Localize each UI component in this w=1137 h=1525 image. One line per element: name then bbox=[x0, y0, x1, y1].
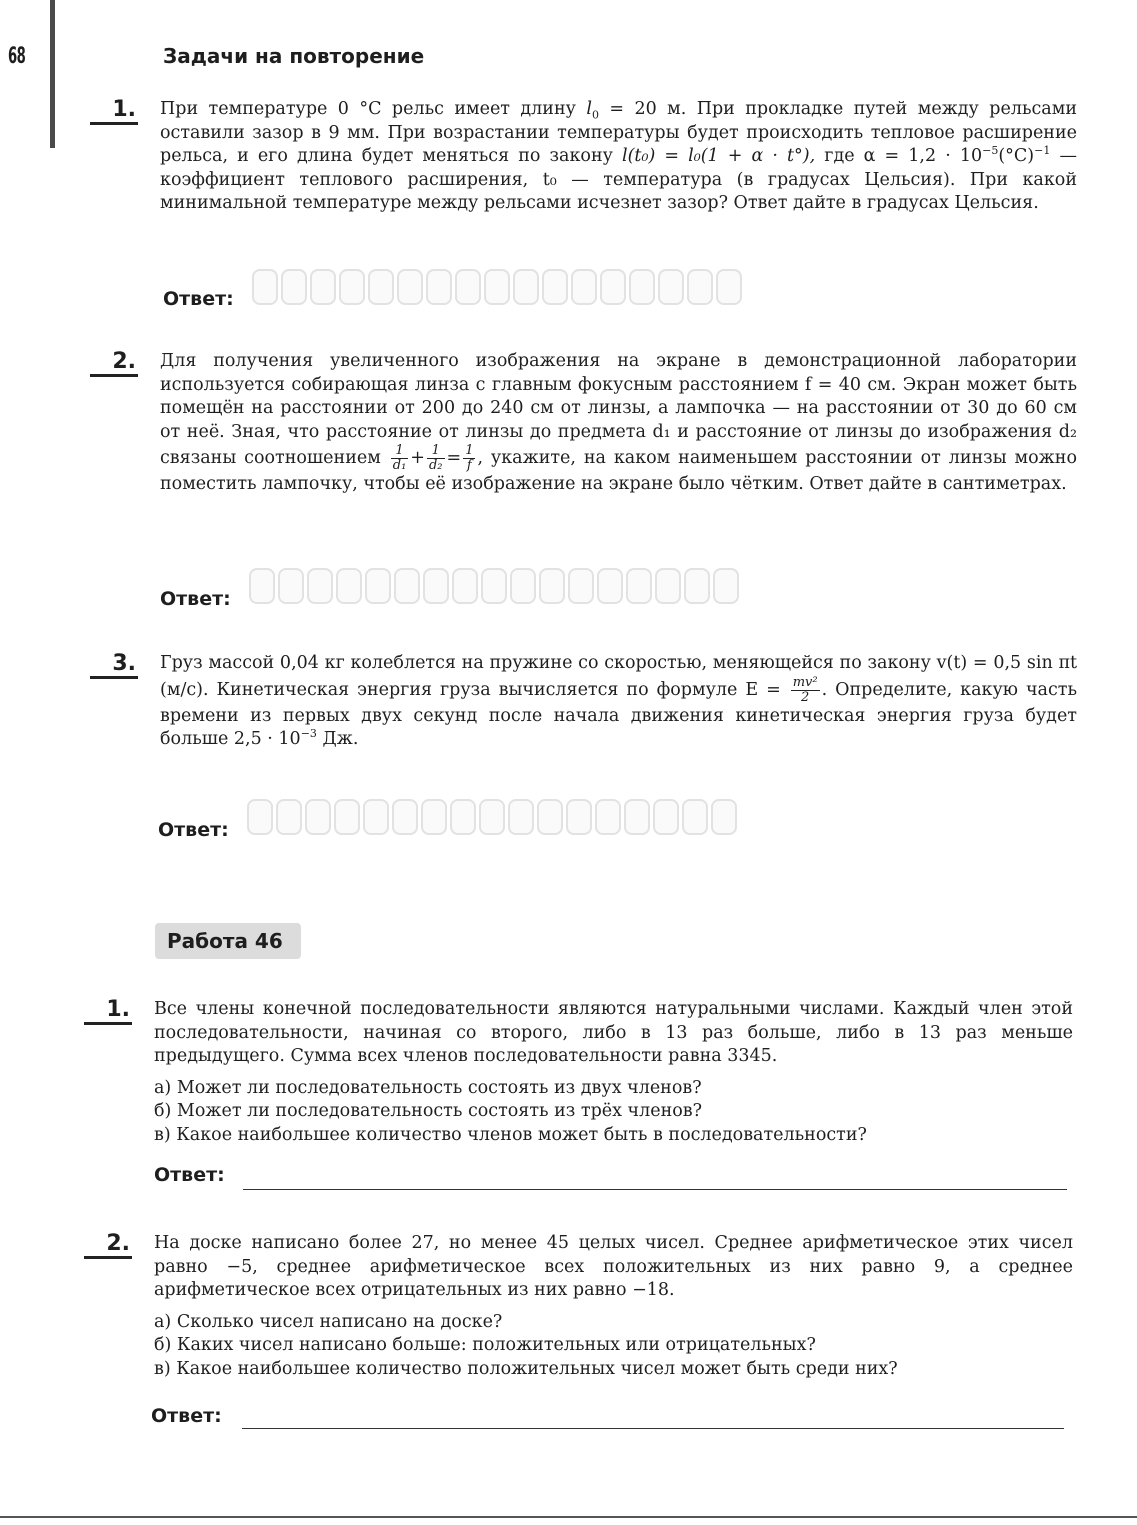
fraction: $\frac{1}{\text{d₁}}$ bbox=[392, 443, 407, 473]
fraction: $\frac{1}{\text{d₂}}$ bbox=[428, 443, 443, 473]
task-text: При температуре 0 °C рельс имеет длину $l_0 = 20$ м. При прокладке путей между рельсами оставили зазор в 9 мм. При возрастании температуры будет происходить тепловое расширение рельса, и его длина будет меняться по закону l(t₀) = l₀(1 + α · t°), где $\alpha = 1,2 \cdot 10^{-5}(^\circ C)^{-1}$ — коэффициент теплового расширения, t₀ — температура (в градусах Цельсия). При какой минимальной температуре между рельсами исчезнет зазор? Ответ дайте в градусах Цельсия. bbox=[160, 99, 1077, 213]
section-title: Задачи на повторение bbox=[163, 44, 425, 68]
subquestion: а) Может ли последовательность состоять из двух членов? bbox=[154, 1077, 702, 1098]
subquestion: в) Какое наибольшее количество положительных чисел может быть среди них? bbox=[154, 1358, 898, 1379]
margin-bar bbox=[50, 0, 55, 148]
task-number: 2. bbox=[90, 350, 138, 377]
answer-cells-2[interactable] bbox=[249, 568, 739, 604]
task-text: Для получения увеличенного изображения на экране в демонстрационной лаборатории используется собирающая линза с главным фокусным расстоянием f = 40 см. Экран может быть помещён на расстоянии от 200 до 240 см от линзы, а лампочка — на расстоянии от 30 до 60 см от неё. Зная, что расстояние от линзы до предмета d₁ и расстояние от линзы до изображения d₂ связаны соотношением $\frac{1}{\text{d₁}}$ + $\frac{1}{\text{d₂}}$ = $\frac{1}{f}$ , укажите, на каком наименьшем расстоянии от линзы можно поместить лампочку, чтобы её изображение на экране было чётким. Ответ дайте в сантиметрах. bbox=[160, 351, 1077, 494]
work-title: Работа 46 bbox=[155, 923, 301, 959]
fraction: $\frac{1}{f}$ bbox=[465, 443, 474, 473]
task-text: На доске написано более 27, но менее 45 целых чисел. Среднее арифметическое этих чисел равно −5, среднее арифметическое всех положительных из них равно 9, а среднее арифметическое всех отрицательных из них равно −18. а) Сколько чисел написано на доске? б) Каких чисел написано больше: положительных или отрицательных? в) Какое наибольшее количество положительных чисел может быть среди них? bbox=[154, 1232, 1073, 1381]
subquestion: в) Какое наибольшее количество членов может быть в последовательности? bbox=[154, 1124, 867, 1145]
answer-cells-3[interactable] bbox=[247, 799, 737, 835]
answer-line-1[interactable] bbox=[243, 1189, 1067, 1190]
bottom-rule bbox=[0, 1516, 1137, 1518]
task-number: 2. bbox=[84, 1232, 132, 1259]
answer-cells-1[interactable] bbox=[252, 269, 742, 305]
answer-label: Ответ: bbox=[158, 819, 229, 841]
answer-label: Ответ: bbox=[160, 588, 231, 610]
subquestion: а) Сколько чисел написано на доске? bbox=[154, 1311, 503, 1332]
answer-line-2[interactable] bbox=[242, 1428, 1064, 1429]
task-number: 1. bbox=[84, 998, 132, 1025]
answer-label: Ответ: bbox=[151, 1405, 222, 1427]
answer-label: Ответ: bbox=[163, 288, 234, 310]
task-number: 1. bbox=[90, 98, 138, 125]
task-text: Все члены конечной последовательности являются натуральными числами. Каждый член этой последовательности, начиная со второго, либо в 13 раз больше, либо в 13 раз меньше предыдущего. Сумма всех членов последовательности равна 3345. а) Может ли последовательность состоять из двух членов? б) Может ли последовательность состоять из трёх членов? в) Какое наибольшее количество членов может быть в последовательности? bbox=[154, 998, 1073, 1147]
subquestion: б) Каких чисел написано больше: положительных или отрицательных? bbox=[154, 1335, 816, 1355]
subquestion: б) Может ли последовательность состоять из трёх членов? bbox=[154, 1101, 703, 1121]
answer-label: Ответ: bbox=[154, 1164, 225, 1186]
fraction: $\frac{\text{mv²}}{2}$ bbox=[792, 674, 818, 705]
page-number: 68 bbox=[8, 44, 26, 69]
task-text: Груз массой 0,04 кг колеблется на пружине со скоростью, меняющейся по закону v(t) = 0,5 sin πt (м/с). Кинетическая энергия груза вычисляется по формуле E = $\frac{\text{mv²}}{2}$ . Определите, какую часть времени из первых двух секунд после начала движения кинетическая энергия груза будет больше $2,5 \cdot 10^{-3}$ Дж. bbox=[160, 653, 1077, 749]
task-number: 3. bbox=[90, 652, 138, 679]
